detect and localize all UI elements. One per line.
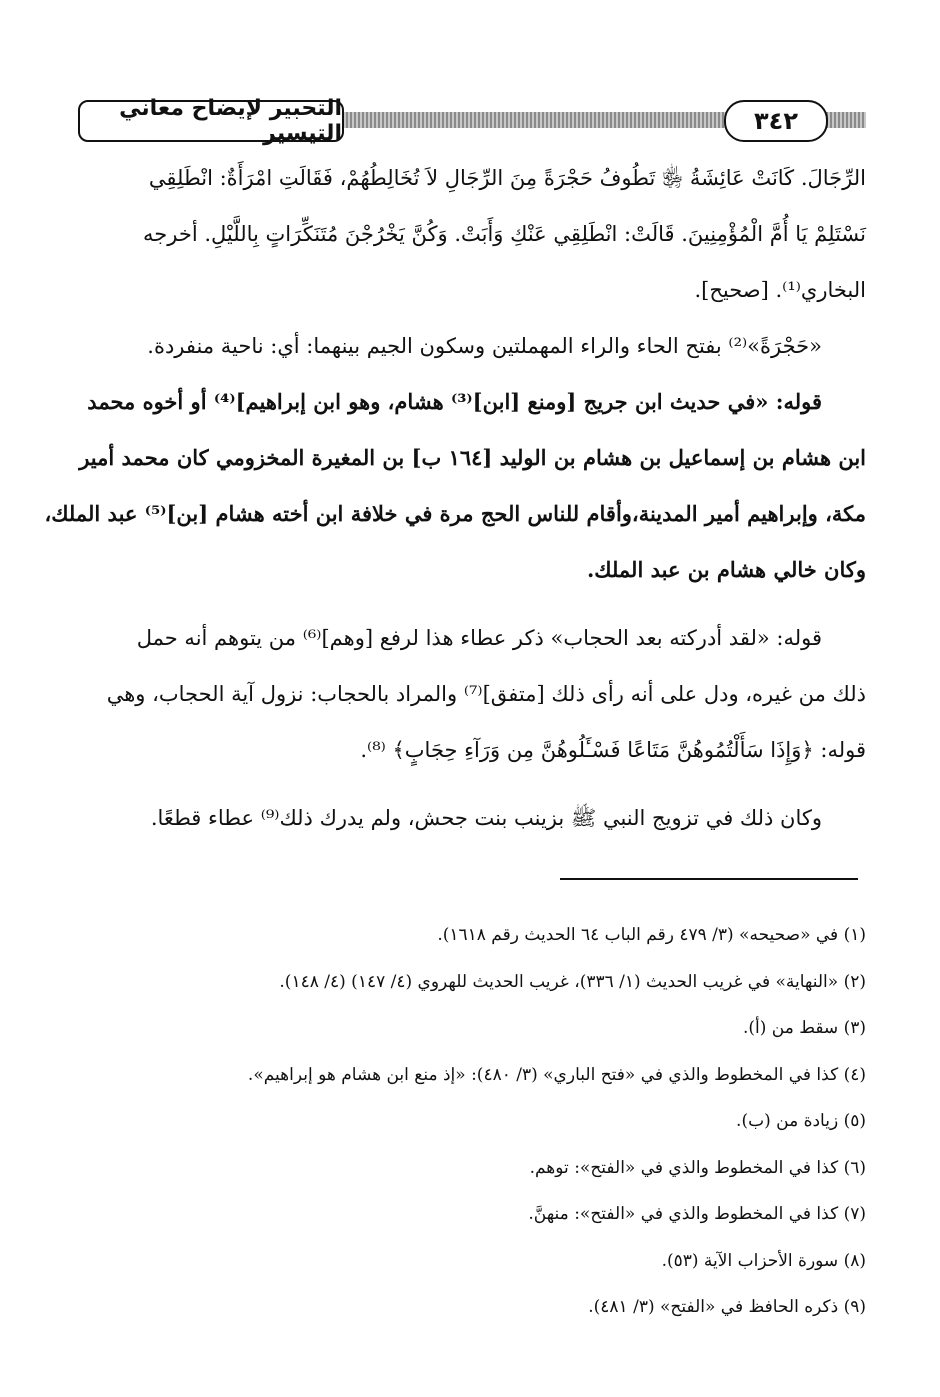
text-line: قوله: ﴿وَإِذَا سَأَلْتُمُوهُنَّ مَتَاعًا فَسْـَٔلُوهُنَّ مِن وَرَآءِ حِجَابٍ﴾ ⁽⁸⁾. [360, 738, 866, 762]
text-line: وكان خالي هشام بن عبد الملك. [586, 557, 866, 582]
text-line: قوله: «لقد أدركته بعد الحجاب» ذكر عطاء هذا لرفع [وهم]⁽⁶⁾ من يتوهم أنه حمل [136, 626, 822, 650]
text-line: نَسْتَلِمْ يَا أُمَّ الْمُؤْمِنِينَ. قَالَتْ: انْطَلِقِي عَنْكِ وَأَبَتْ. وَكُنَّ يَخْرُجْنَ مُتَنَكِّرَاتٍ بِاللَّيْلِ. أخرجه [143, 222, 866, 246]
text-line: مكة، وإبراهيم أمير المدينة،وأقام للناس الحج مرة في خلافة ابن أخته هشام [بن]⁽⁵⁾ عبد الملك، [44, 501, 866, 526]
footnotes [78, 912, 866, 1331]
text-line: قوله: «في حديث ابن جريج [ومنع [ابن]⁽³⁾ هشام، وهو ابن إبراهيم]⁽⁴⁾ أو أخوه محمد [87, 389, 822, 414]
text-line: ذلك من غيره، ودل على أنه رأى ذلك [متفق]⁽⁷⁾ والمراد بالحجاب: نزول آية الحجاب، وهي [106, 682, 866, 706]
page-number: ٣٤٢ [724, 100, 828, 142]
text-line: وكان ذلك في تزويج النبي ﷺ بزينب بنت جحش، ولم يدرك ذلك⁽⁹⁾ عطاء قطعًا. [150, 806, 822, 830]
footnote: (٦) كذا في المخطوط والذي في «الفتح»: توهم. [529, 1157, 866, 1178]
text-line: «حَجْرَةً»⁽²⁾ بفتح الحاء والراء المهملتين وسكون الجيم بينهما: أي: ناحية منفردة. [147, 334, 822, 358]
footnote: (٣) سقط من (أ). [742, 1018, 866, 1038]
footnote: (٥) زيادة من (ب). [736, 1111, 866, 1131]
text-line: البخاري⁽¹⁾. [صحيح]. [694, 278, 866, 302]
footnote: (٨) سورة الأحزاب الآية (٥٣). [661, 1250, 866, 1271]
footnote: (١) في «صحيحه» (٣/ ٤٧٩ رقم الباب ٦٤ الحديث رقم ١٦١٨). [437, 925, 866, 945]
footnote: (٧) كذا في المخطوط والذي في «الفتح»: منهنَّ. [528, 1204, 866, 1224]
footnote: (٩) ذكره الحافظ في «الفتح» (٣/ ٤٨١). [588, 1297, 866, 1317]
footnote: (٤) كذا في المخطوط والذي في «فتح الباري» (٣/ ٤٨٠): «إذ منع ابن هشام هو إبراهيم». [247, 1064, 866, 1085]
footnote: (٢) «النهاية» في غريب الحديث (١/ ٣٣٦)، غريب الحديث للهروي (٤/ ١٤٧) (٤/ ١٤٨). [279, 971, 866, 992]
main-text [44, 150, 866, 846]
book-title: التحبير لإيضاح معاني التيسير [78, 100, 344, 142]
text-line: الرِّجَالَ. كَانَتْ عَائِشَةُ ﵂ تَطُوفُ حَجْرَةً مِنَ الرِّجَالِ لاَ تُخَالِطُهُمْ، فَقَالَتِ امْرَأَةٌ: انْطَلِقِي [148, 166, 866, 190]
text-line: ابن هشام بن إسماعيل بن هشام بن الوليد [١٦٤ ب] بن المغيرة المخزومي كان محمد أمير [79, 445, 866, 470]
page-header [78, 96, 866, 146]
footnote-separator [560, 878, 858, 880]
